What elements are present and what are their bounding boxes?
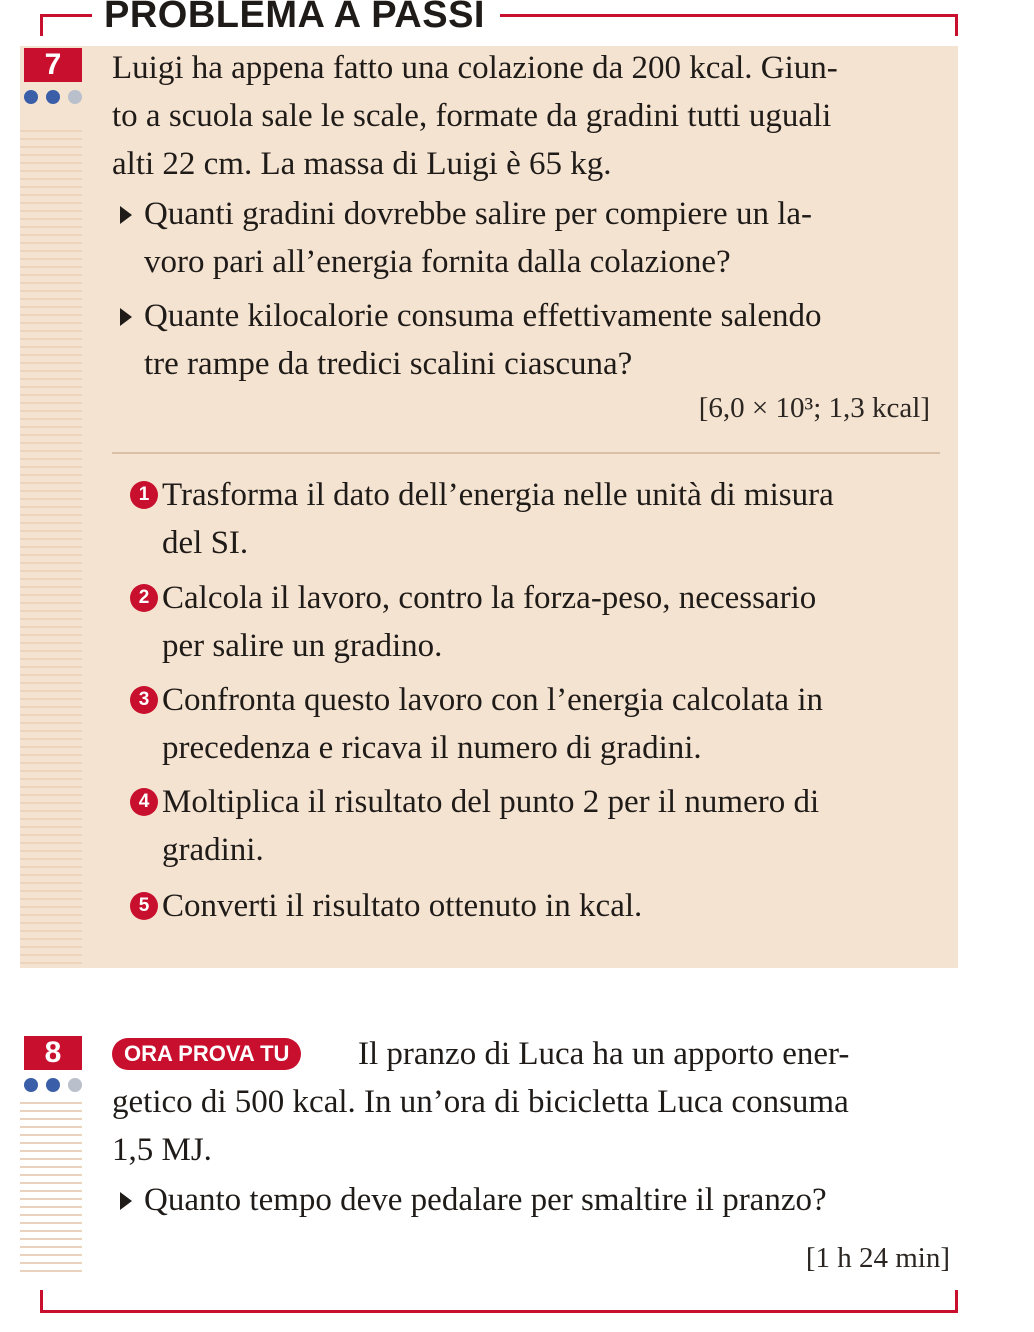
- problem-8-answer: [1 h 24 min]: [805, 1242, 950, 1274]
- question-1-line: voro pari all’energia fornita dalla colazione?: [144, 244, 731, 280]
- question-2-line: Quante kilocalorie consuma effettivamente salendo: [144, 298, 822, 334]
- problem-8-number: 8: [24, 1036, 82, 1070]
- step-5-badge: 5: [130, 892, 158, 920]
- step-4-line: gradini.: [162, 832, 264, 868]
- problem-7-answer: [6,0 × 10³; 1,3 kcal]: [698, 392, 930, 424]
- step-2-line: Calcola il lavoro, contro la forza-peso, necessario: [162, 580, 817, 616]
- bottom-rule-left-vertical: [40, 1290, 43, 1312]
- difficulty-dot-3: [68, 1078, 82, 1092]
- problem-8-text-line: 1,5 MJ.: [112, 1132, 212, 1168]
- difficulty-dots-8: [24, 1078, 84, 1092]
- step-2-line: per salire un gradino.: [162, 628, 443, 664]
- step-3-badge: 3: [130, 686, 158, 714]
- difficulty-dot-3: [68, 90, 82, 104]
- header-rule-right: [500, 14, 958, 17]
- step-4-badge: 4: [130, 788, 158, 816]
- step-1-line: Trasforma il dato dell’energia nelle unità di misura: [162, 477, 834, 513]
- problem-7-text-line: to a scuola sale le scale, formate da gradini tutti uguali: [112, 98, 832, 134]
- bottom-rule: [40, 1310, 958, 1313]
- step-2-badge: 2: [130, 584, 158, 612]
- step-1-line: del SI.: [162, 525, 249, 561]
- header-rule-left: [40, 14, 92, 17]
- problem-7-text-line: Luigi ha appena fatto una colazione da 200 kcal. Giun-: [112, 50, 838, 86]
- bottom-rule-right-vertical: [955, 1290, 958, 1313]
- bullet-triangle-icon: [120, 308, 132, 326]
- problem-8-text-line: getico di 500 kcal. In un’ora di bicicletta Luca consuma: [112, 1084, 849, 1120]
- section-title: PROBLEMA A PASSI: [104, 0, 485, 36]
- problem-7-number: 7: [24, 48, 82, 82]
- problem-8-text-line: Il pranzo di Luca ha un apporto ener-: [358, 1036, 850, 1072]
- difficulty-dot-1: [24, 90, 38, 104]
- question-1-line: Quanti gradini dovrebbe salire per compiere un la-: [144, 196, 812, 232]
- header-rule-right-vertical: [955, 14, 958, 36]
- difficulty-dots-7: [24, 90, 84, 104]
- step-3-line: Confronta questo lavoro con l’energia calcolata in: [162, 682, 823, 718]
- problem-8-question: Quanto tempo deve pedalare per smaltire il pranzo?: [144, 1182, 827, 1218]
- step-4-line: Moltiplica il risultato del punto 2 per il numero di: [162, 784, 820, 820]
- problem-8-stripe: [20, 1102, 82, 1272]
- divider: [112, 452, 940, 454]
- step-1-badge: 1: [130, 481, 158, 509]
- bullet-triangle-icon: [120, 206, 132, 224]
- problem-7-stripe: [20, 130, 82, 968]
- question-2-line: tre rampe da tredici scalini ciascuna?: [144, 346, 633, 382]
- header-rule-left-vertical: [40, 14, 43, 36]
- difficulty-dot-1: [24, 1078, 38, 1092]
- try-it-yourself-badge: ORA PROVA TU: [112, 1038, 301, 1070]
- step-3-line: precedenza e ricava il numero di gradini.: [162, 730, 702, 766]
- bullet-triangle-icon: [120, 1192, 132, 1210]
- difficulty-dot-2: [46, 90, 60, 104]
- difficulty-dot-2: [46, 1078, 60, 1092]
- problem-7-text-line: alti 22 cm. La massa di Luigi è 65 kg.: [112, 146, 612, 182]
- step-5-line: Converti il risultato ottenuto in kcal.: [162, 888, 643, 924]
